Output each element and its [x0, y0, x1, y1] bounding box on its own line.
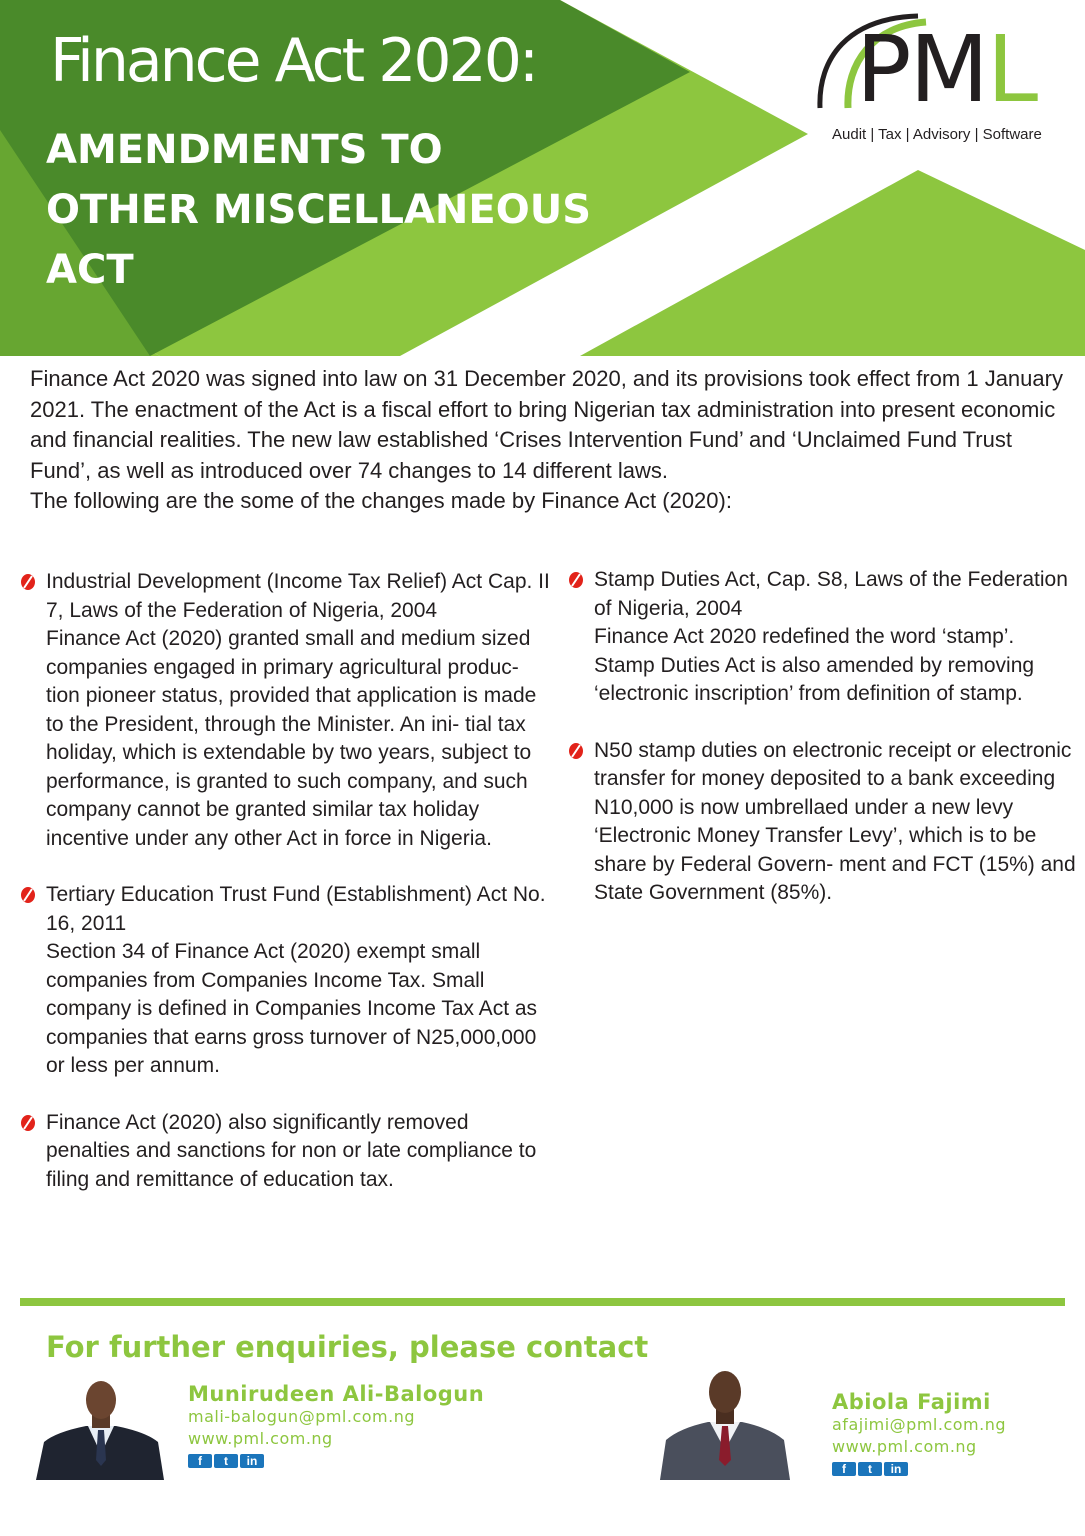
list-item — [568, 737, 1078, 908]
enquiry-heading: For further enquiries, please contact — [46, 1330, 649, 1364]
bullet-icon — [568, 742, 584, 760]
subtitle-line: ACT — [46, 247, 134, 293]
contact-name: Munirudeen Ali-Balogun — [188, 1382, 485, 1406]
list-item — [20, 568, 550, 853]
list-item — [568, 566, 1078, 709]
item-heading: Tertiary Education Trust Fund (Establishment) Act No. 16, 2011 — [46, 883, 546, 935]
twitter-icon[interactable]: t — [858, 1462, 882, 1476]
footer-divider — [20, 1298, 1065, 1306]
item-heading: Stamp Duties Act, Cap. S8, Laws of the Federation of Nigeria, 2004 — [594, 568, 1068, 620]
contact-website[interactable]: www.pml.com.ng — [188, 1429, 333, 1448]
intro-lead: The following are the some of the changes made by Finance Act (2020): — [30, 488, 732, 513]
subtitle-line: AMENDMENTS TO — [46, 127, 443, 173]
linkedin-icon[interactable]: in — [884, 1462, 908, 1476]
bullet-icon — [20, 886, 36, 904]
list-item — [20, 1109, 550, 1195]
item-body: Section 34 of Finance Act (2020) exempt small companies from Companies Income Tax. Small company is defined in Companies Income Tax Act as companies that earns gross turnover of N25,000,000 or less per annum. — [46, 940, 538, 1077]
social-links — [832, 1462, 1006, 1476]
social-links — [188, 1454, 484, 1468]
facebook-icon[interactable]: f — [832, 1462, 856, 1476]
intro-paragraph — [30, 364, 1075, 517]
intro-text: Finance Act 2020 was signed into law on 31 December 2020, and its provisions took effect from 1 January 2021. The enactment of the Act is a fiscal effort to bring Nigerian tax administration into present economic and financial realities. The new law established ‘Crises Intervention Fund’ and ‘Unclaimed Fund Trust Fund’, as well as introduced over 74 changes to 14 different laws. — [30, 366, 1063, 483]
contact-photo-avatar — [36, 1380, 166, 1480]
item-body: Finance Act (2020) also significantly removed penalties and sanctions for non or late compliance to filing and remittance of education tax. — [46, 1110, 537, 1191]
contact-card — [832, 1390, 1006, 1476]
contact-name: Abiola Fajimi — [832, 1390, 991, 1414]
bullet-icon — [20, 573, 36, 591]
list-item — [20, 881, 550, 1081]
facebook-icon[interactable]: f — [188, 1454, 212, 1468]
contact-website[interactable]: www.pml.com.ng — [832, 1437, 977, 1456]
logo-tagline: Audit | Tax | Advisory | Software — [832, 126, 1042, 143]
logo-wordmark: PML — [856, 16, 1037, 123]
contact-photo-avatar — [660, 1368, 790, 1480]
bullet-icon — [568, 571, 584, 589]
page-title: Finance Act 2020: — [50, 26, 537, 96]
pml-logo — [808, 8, 1068, 153]
right-column — [568, 566, 1078, 908]
item-heading: Industrial Development (Income Tax Relief) Act Cap. II 7, Laws of the Federation of Nigeria, 2004 — [46, 570, 550, 622]
linkedin-icon[interactable]: in — [240, 1454, 264, 1468]
subtitle-line: OTHER MISCELLANEOUS — [46, 187, 592, 233]
item-body: Finance Act 2020 redefined the word ‘stamp’. Stamp Duties Act is also amended by removing ‘electronic inscription’ from definition of stamp. — [594, 625, 1035, 705]
contact-card — [188, 1382, 484, 1468]
bullet-icon — [20, 1114, 36, 1132]
item-body: Finance Act (2020) granted small and medium sized companies engaged in primary agricultural produc- tion pioneer status, provided that application is made to the President, through the Minister. An ini- tial tax holiday, which is extendable by two years, subject to performance, is granted to such company, and such company cannot be granted similar tax holiday incentive under any other Act in force in Nigeria. — [46, 627, 537, 850]
contact-email[interactable]: afajimi@pml.com.ng — [832, 1415, 1006, 1434]
contact-email[interactable]: mali-balogun@pml.com.ng — [188, 1407, 416, 1426]
left-column — [20, 568, 550, 1194]
item-body: N50 stamp duties on electronic receipt or electronic transfer for money deposited to a bank exceeding N10,000 is now umbrellaed under a new levy ‘Electronic Money Transfer Levy’, which is to be share by Federal Govern- ment and FCT (15%) and State Government (85%). — [594, 738, 1076, 904]
twitter-icon[interactable]: t — [214, 1454, 238, 1468]
page-subtitle — [46, 120, 646, 300]
